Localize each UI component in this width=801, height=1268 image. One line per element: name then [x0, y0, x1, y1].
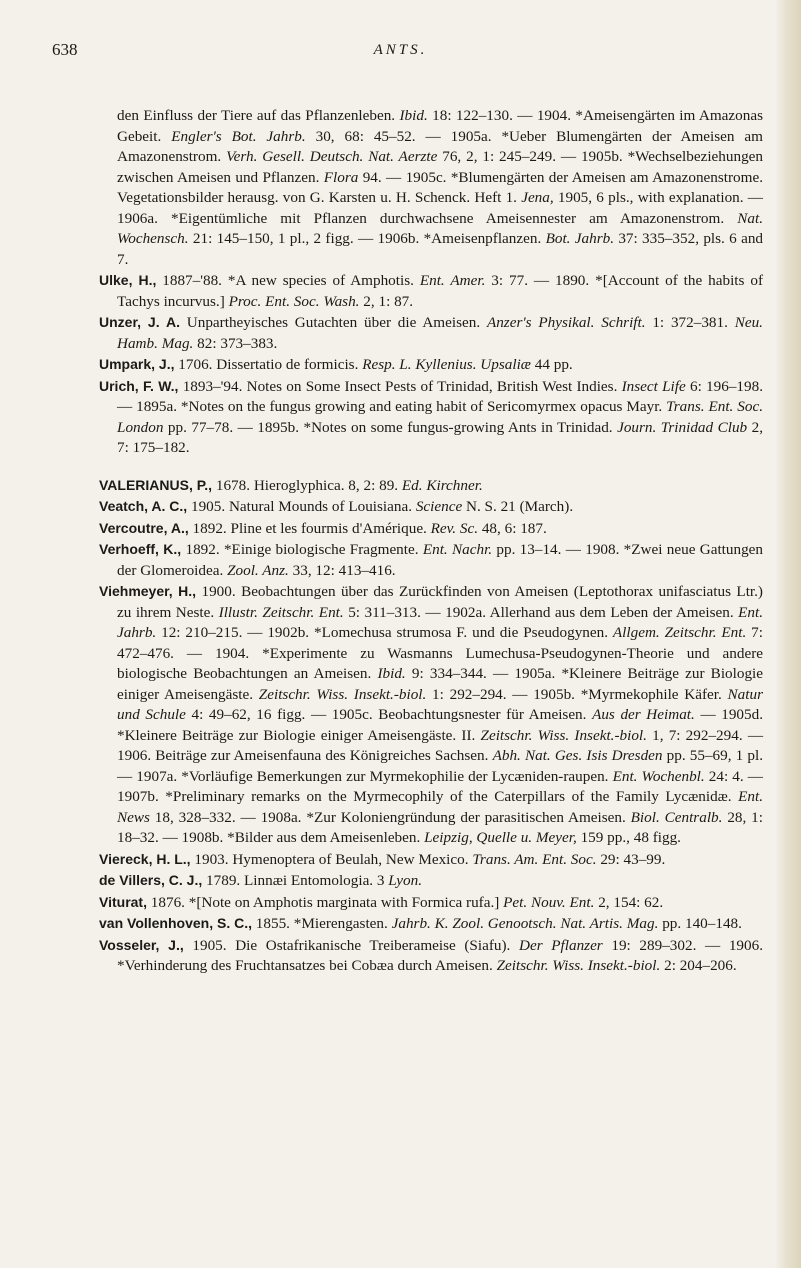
- entry-text: Pet. Nouv. Ent.: [503, 893, 595, 911]
- entry-text: Ent. Nachr.: [422, 541, 493, 558]
- entry-text: 28, 1: 18–32. — 1908b. *Bilder aus dem Ameisenleben.: [117, 808, 763, 846]
- entry: [99, 892, 763, 914]
- entry-text: Lyon.: [388, 872, 423, 889]
- entry-text: 1892. *Einige biologische Fragmente.: [181, 541, 423, 558]
- entry-text: Trans. Am. Ent. Soc.: [472, 850, 597, 868]
- entry-text: Zeitschr. Wiss. Insekt.-biol.: [496, 957, 661, 974]
- entry-text: 33, 12: 413–416.: [288, 561, 396, 579]
- entry-text: 5: 311–313. — 1902a. Allerhand aus dem Leben der Ameisen.: [343, 603, 739, 621]
- entry-text: Der Pflanzer: [519, 936, 603, 954]
- entry-author: Viturat,: [99, 893, 147, 910]
- entry-text: Zeitschr. Wiss. Insekt.-biol.: [258, 685, 427, 703]
- entry-text: Science: [415, 498, 463, 515]
- entry-text: Ent. Jahrb.: [117, 603, 764, 641]
- entry: [99, 518, 763, 540]
- entry-author: Viehmeyer, H.,: [99, 583, 197, 599]
- entry-author: de Villers, C. J.,: [99, 872, 203, 888]
- entry-author: Viereck, H. L.,: [99, 850, 191, 867]
- entry-text: 1789. Linnæi Entomologia. 3: [202, 872, 389, 889]
- entry-author: Veatch, A. C.,: [99, 498, 188, 514]
- entry: Urich, F. W., 1893–'94. Notes on Some Insect Pests of Trinidad, British West Indies. Insect Life 6: 196–198. — 1895a. *Notes on the fungus growing and eating habit of Sericomyrmex opacus Mayr. Trans. Ent. Soc. London pp. 77–78. — 1895b. *Notes on some fungus-growing Ants in Trinidad. Journ. Trinidad Club 2, 7: 175–182.: [99, 377, 764, 456]
- entry-text: 1: 292–294. — 1905b. *Myrmekophile Käfer.: [426, 685, 728, 703]
- bibliography-body: [99, 106, 763, 977]
- entry-text: 7: 472–476. — 1904. *Experimente zu Wasmanns Lumechusa-Pseudogynen-Theorie und andere biologische Beobachtungen an Ameisen.: [117, 624, 763, 682]
- entry-text: 1892. Pline et les fourmis d'Amérique.: [188, 519, 431, 537]
- entry-text: 29: 43–99.: [596, 850, 666, 868]
- entry-text: 19: 289–302. — 1906. *Verhinderung des Fruchtansatzes bei Cobæa durch Ameisen.: [117, 936, 763, 974]
- entry-author: Verhoeff, K.,: [99, 541, 182, 557]
- entry-text: Ibid.: [377, 665, 406, 682]
- entry-text: Illustr. Zeitschr. Ent.: [218, 603, 344, 621]
- entry-text: 18, 328–332. — 1908a. *Zur Koloniengründung der parasitischen Ameisen.: [149, 808, 631, 826]
- entry-text: Zool. Anz.: [227, 561, 289, 579]
- entry-text: 9: 334–344. — 1905a. *Kleinere Beiträge zur Biologie einiger Ameisengäste.: [117, 665, 763, 703]
- entry-text: Ed. Kirchner.: [401, 476, 483, 494]
- entry-text: Jahrb. K. Zool. Genootsch. Nat. Artis. Mag.: [391, 915, 659, 932]
- entry-text: Aus der Heimat.: [592, 706, 695, 723]
- entry-text: 2: 204–206.: [660, 957, 737, 974]
- entry-text: Natur und Schule: [117, 685, 763, 723]
- page-edge: [775, 0, 801, 1268]
- entry: Umpark, J., 1706. Dissertatio de formicis. Resp. L. Kyllenius. Upsaliæ 44 pp.: [99, 356, 573, 373]
- entry: [99, 496, 763, 518]
- entry-text: 4: 49–62, 16 figg. — 1905c. Beobachtungsnester für Ameisen.: [185, 706, 593, 723]
- entries-u: [99, 270, 763, 459]
- entry-text: Biol. Centralb.: [630, 808, 723, 826]
- entry-text: 24: 4. — 1907b. *Preliminary remarks on the Myrmecophily of the Caterpillars of the Family Lycænidæ.: [117, 767, 763, 805]
- entry: [99, 475, 763, 497]
- entry-text: 1855. *Mierengasten.: [252, 915, 392, 932]
- entry: [99, 870, 763, 892]
- entry-text: Rev. Sc.: [430, 519, 479, 537]
- entry-text: 1905. Natural Mounds of Louisiana.: [187, 498, 416, 515]
- entry-text: 1905. Die Ostafrikanische Treiberameise (Siafu).: [183, 936, 519, 954]
- entry-text: N. S. 21 (March).: [462, 498, 574, 515]
- entry: [99, 935, 763, 977]
- continued-entry: den Einfluss der Tiere auf das Pflanzenleben. Ibid. 18: 122–130. — 1904. *Ameisengärten im Amazonas Gebeit. Engler's Bot. Jahrb. 30, 68: 45–52. — 1905a. *Ueber Blumengärten der Ameisen am Amazonenstrom. Verh. Gesell. Deutsch. Nat. Aerzte 76, 2, 1: 245–249. — 1905b. *Wechselbeziehungen zwischen Ameisen und Pflanzen. Flora 94. — 1905c. *Blumengärten der Ameisen am Amazonenstrome. Vegetationsbilder herausg. von G. Karsten u. H. Schenck. Heft 1. Jena, 1905, 6 pls., with explanation. — 1906a. *Eigentümliche mit Pflanzen durchwachsene Ameisennester am Amazonenstrom. Nat. Wochensch. 21: 145–150, 1 pl., 2 figg. — 1906b. *Ameisenpflanzen. Bot. Jahrb. 37: 335–352, pls. 6 and 7.: [117, 107, 764, 268]
- entry-text: Allgem. Zeitschr. Ent.: [612, 624, 747, 641]
- entry-text: 1678. Hieroglyphica. 8, 2: 89.: [212, 476, 402, 494]
- entry-text: 1876. *[Note on Amphotis marginata with Formica rufa.]: [146, 893, 504, 911]
- entry: [99, 913, 763, 935]
- entry-text: Ent. Wochenbl.: [612, 767, 705, 785]
- entry-author: VALERIANUS, P.,: [99, 476, 213, 493]
- entry-text: pp. 55–69, 1 pl. — 1907a. *Vorläufige Bemerkungen zur Myrmekophilie der Lycæniden-raupen.: [117, 747, 763, 785]
- entry-text: 2, 154: 62.: [594, 893, 664, 911]
- entry-text: Leipzig, Quelle u. Meyer,: [424, 829, 577, 846]
- entry: [99, 539, 763, 581]
- entry: [99, 849, 763, 871]
- entry-text: — 1905d. *Kleinere Beiträge zur Biologie einiger Ameisengäste. II.: [117, 706, 763, 744]
- entry-author: van Vollenhoven, S. C.,: [99, 915, 252, 931]
- entry-text: 48, 6: 187.: [478, 519, 547, 537]
- entry-text: 1900. Beobachtungen über das Zurückfinden von Ameisen (Leptothorax unifasciatus Ltr.) zu ihrem Neste.: [117, 583, 763, 621]
- entry-text: Zeitschr. Wiss. Insekt.-biol.: [480, 726, 647, 744]
- entry-text: 1, 7: 292–294. — 1906. Beiträge zur Ameisenfauna des Königreiches Sachsen.: [117, 726, 764, 764]
- entry-text: pp. 140–148.: [658, 915, 742, 932]
- entry: Ulke, H., 1887–'88. *A new species of Amphotis. Ent. Amer. 3: 77. — 1890. *[Account of the habits of Tachys incurvus.] Proc. Ent. Soc. Wash. 2, 1: 87.: [99, 272, 763, 310]
- entry-text: Abh. Nat. Ges. Isis Dresden: [492, 747, 663, 764]
- page-number: 638: [52, 40, 78, 59]
- entry: [99, 581, 763, 849]
- entry-text: Ent. News: [117, 788, 763, 826]
- entry-text: 159 pp., 48 figg.: [576, 829, 681, 846]
- entry-author: Vercoutre, A.,: [99, 519, 189, 536]
- entry-text: pp. 13–14. — 1908. *Zwei neue Gattungen der Glomeroidea.: [117, 541, 764, 579]
- entry: Unzer, J. A. Unpartheyisches Gutachten über die Ameisen. Anzer's Physikal. Schrift. 1: 372–381. Neu. Hamb. Mag. 82: 373–383.: [99, 314, 763, 352]
- entry-author: Vosseler, J.,: [99, 936, 184, 953]
- running-head: ANTS.: [373, 42, 428, 58]
- entry-text: 1903. Hymenoptera of Beulah, New Mexico.: [190, 850, 473, 868]
- section-gap: [99, 459, 763, 475]
- entry-text: 12: 210–215. — 1902b. *Lomechusa strumosa F. und die Pseudogynen.: [156, 624, 613, 641]
- entries-v: [99, 475, 763, 977]
